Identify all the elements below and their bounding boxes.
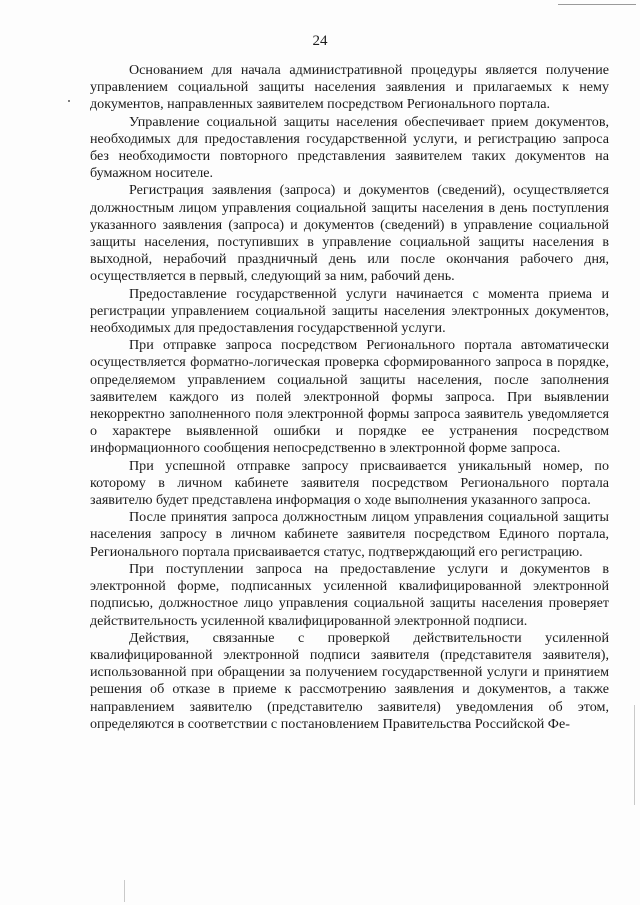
scan-margin-mark [124,880,125,902]
paragraph: Управление социальной защиты населения обеспечивает прием документов, необходимых для предоставления государственной услуги, и регистрацию запроса без необходимости повторного представления заявителем таких документов на бумажном носителе. [90,113,609,182]
scan-speck [68,100,70,102]
scan-margin-mark [634,705,635,805]
paragraph: Предоставление государственной услуги начинается с момента приема и регистрации управлением социальной защиты населения электронных документов, необходимых для предоставления государственной услуги. [90,285,609,337]
paragraph: При успешной отправке запросу присваивается уникальный номер, по которому в личном кабинете заявителя посредством Регионального портала заявителю будет представлена информация о ходе выполнения указанного запроса. [90,457,609,509]
page-number: 24 [312,33,328,49]
paragraph: Основанием для начала административной процедуры является получение управлением социальной защиты населения заявления и прилагаемых к нему документов, направленных заявителем посредством Регионального портала. [90,62,609,113]
paragraph: Действия, связанные с проверкой действительности усиленной квалифицированной электронной подписи заявителя (представителя заявителя), использованной при обращении за получением государственной услуги и принятием решения об отказе в приеме к рассмотрению заявления и документов, а также направлением заявителю (представителю заявителя) уведомления об этом, определяются в соответствии с постановлением Правительства Российской Фе- [90,629,609,732]
scan-edge-line [558,4,636,5]
paragraph: При поступлении запроса на предоставление услуги и документов в электронной форме, подписанных усиленной квалифицированной электронной подписью, должностное лицо управления социальной защиты населения проверяет действительность усиленной квалифицированной электронной подписи. [90,560,609,629]
paragraph: После принятия запроса должностным лицом управления социальной защиты населения запросу в личном кабинете заявителя посредством Единого портала, Регионального портала присваивается статус, подтверждающий его регистрацию. [90,509,609,560]
document-body [90,62,609,733]
paragraph: При отправке запроса посредством Регионального портала автоматически осуществляется форматно-логическая проверка сформированного запроса в порядке, определяемом управлением социальной защиты населения, после заполнения заявителем каждого из полей электронной формы запроса. При выявлении некорректно заполненного поля электронной формы запроса заявитель уведомляется о характере выявленной ошибки и порядке ее устранения посредством информационного сообщения непосредственно в электронной форме запроса. [90,337,609,457]
paragraph: Регистрация заявления (запроса) и документов (сведений), осуществляется должностным лицом управления социальной защиты населения в день поступления указанного заявления (запроса) и документов (сведений) в управление социальной защиты населения, поступивших в управление социальной защиты населения в выходной, нерабочий праздничный день или после окончания рабочего дня, осуществляется в первый, следующий за ним, рабочий день. [90,182,609,285]
